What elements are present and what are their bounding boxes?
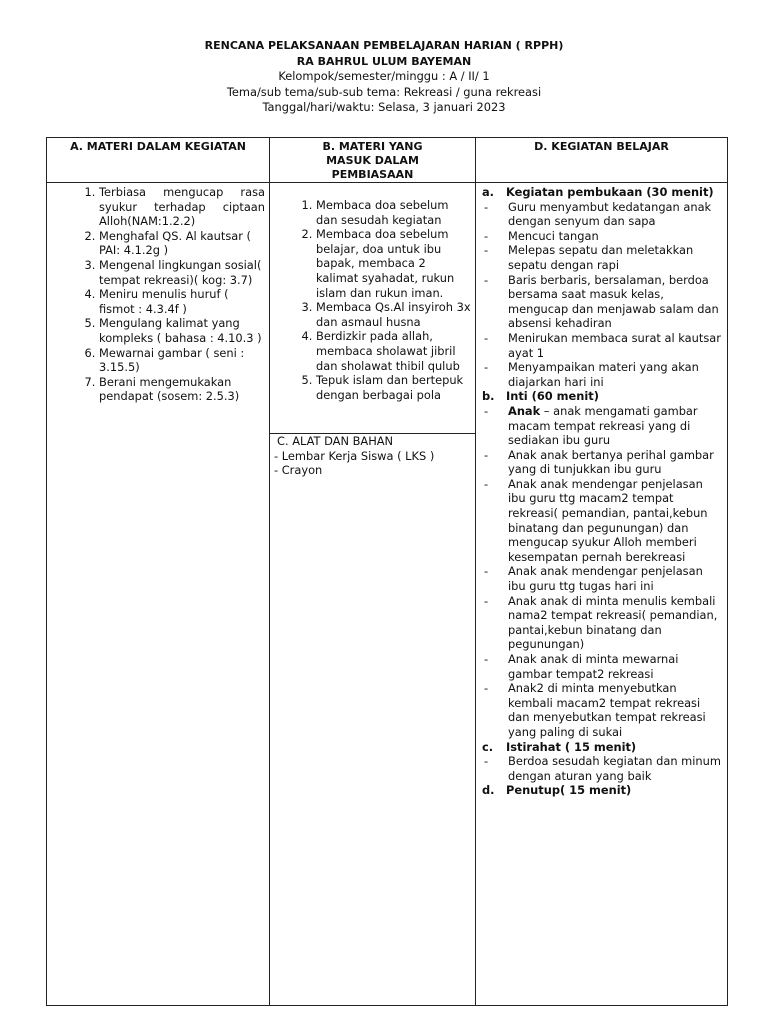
- list-item: - Menirukan membaca surat al kautsar ayat 1: [484, 330, 721, 360]
- column-header-a: A. MATERI DALAM KEGIATAN: [47, 138, 270, 183]
- rpph-table: [46, 137, 728, 1006]
- list-item: - Anak anak di minta mewarnai gambar tempat2 rekreasi: [484, 652, 679, 681]
- alat-bahan-section: [270, 433, 475, 478]
- list-item: - Berdoa sesudah kegiatan dan minum dengan aturan yang baik: [484, 754, 721, 783]
- list-item: - Menyampaikan materi yang akan diajarkan hari ini: [484, 360, 699, 389]
- list-item: 4. Meniru menulis huruf ( fismot : 4.3.4f ): [99, 287, 265, 316]
- kelompok-line: Kelompok/semester/minggu : A / II/ 1: [278, 69, 490, 83]
- section-istirahat: c. Istirahat ( 15 menit): [482, 739, 637, 754]
- list-item: 2. Membaca doa sebelum belajar, doa untuk ibu bapak, membaca 2 kalimat syahadat, rukun islam dan rukun iman.: [316, 227, 471, 300]
- column-header-d: D. KEGIATAN BELAJAR: [476, 138, 728, 183]
- list-item: - Anak anak di minta menulis kembali nama2 tempat rekreasi( pemandian, pantai,kebun binatang dan pegunungan): [484, 593, 718, 652]
- list-item: - Guru menyambut kedatangan anak dengan senyum dan sapa: [484, 199, 712, 229]
- list-item: - Mencuci tangan: [484, 228, 599, 243]
- section-penutup: d. Penutup( 15 menit): [482, 783, 632, 798]
- tema-line: Tema/sub tema/sub-sub tema: Rekreasi / guna rekreasi: [226, 84, 542, 99]
- list-item: 4. Berdizkir pada allah, membaca sholawat jibril dan sholawat thibil qulub: [316, 329, 471, 373]
- list-item: 3. Mengenal lingkungan sosial( tempat rekreasi)( kog: 3.7): [99, 258, 265, 287]
- list-item: - Anak anak mendengar penjelasan ibu guru ttg tugas hari ini: [484, 564, 703, 594]
- alat-item: - Crayon: [274, 463, 323, 478]
- list-item: - Anak – anak mengamati gambar macam tempat rekreasi yang di sediakan ibu guru: [484, 403, 698, 448]
- list-item: 3. Membaca Qs.Al insyiroh 3x dan asmaul husna: [316, 300, 471, 329]
- section-pembukaan: a. Kegiatan pembukaan (30 menit): [482, 185, 714, 199]
- list-item: 1. Terbiasa mengucap rasa syukur terhadap ciptaan Alloh(NAM:1.2.2): [99, 185, 265, 229]
- list-item: 1. Membaca doa sebelum dan sesudah kegiatan: [316, 198, 471, 227]
- list-item: 5. Mengulang kalimat yang kompleks ( bahasa : 4.10.3 ): [99, 316, 265, 345]
- list-item: 5. Tepuk islam dan bertepuk dengan berbagai pola: [316, 373, 471, 402]
- document-header: [0, 38, 768, 116]
- list-item: - Baris berbaris, bersalaman, berdoa bersama saat masuk kelas, mengucap dan menjawab salam dan absensi kehadiran: [484, 272, 719, 331]
- list-item: 2. Menghafal QS. Al kautsar ( PAI: 4.1.2g ): [99, 229, 265, 258]
- column-header-b: B. MATERI YANG MASUK DALAM PEMBIASAAN: [270, 138, 476, 183]
- materi-pembiasaan-list: [270, 198, 471, 402]
- alat-item: - Lembar Kerja Siswa ( LKS ): [274, 448, 435, 463]
- materi-kegiatan-list: [47, 185, 265, 404]
- list-item: 6. Mewarnai gambar ( seni : 3.15.5): [99, 346, 265, 375]
- doc-title: RENCANA PELAKSANAAN PEMBELAJARAN HARIAN ( RPPH): [204, 39, 564, 52]
- list-item: - Anak2 di minta menyebutkan kembali macam2 tempat rekreasi dan menyebutkan tempat rekreasi yang paling di sukai: [484, 681, 706, 739]
- materi-pembiasaan-cell: [270, 183, 476, 1006]
- list-item: 7. Berani mengemukakan pendapat (sosem: 2.5.3): [99, 375, 265, 404]
- school-name: RA BAHRUL ULUM BAYEMAN: [296, 54, 472, 68]
- materi-kegiatan-cell: [47, 183, 270, 1006]
- tanggal-line: Tanggal/hari/waktu: Selasa, 3 januari 2023: [262, 100, 506, 114]
- section-inti: b. Inti (60 menit): [482, 389, 599, 404]
- list-item: - Anak anak bertanya perihal gambar yang di tunjukkan ibu guru: [484, 447, 714, 477]
- alat-bahan-title: C. ALAT DAN BAHAN: [277, 434, 394, 448]
- list-item: - Anak anak mendengar penjelasan ibu guru ttg macam2 tempat rekreasi( pemandian, pantai,kebun binatang dan pegunungan) dan mengucap syukur Alloh memberi kesempatan pernah berekreasi: [484, 476, 708, 564]
- kegiatan-belajar-cell: [476, 183, 728, 1006]
- list-item: - Melepas sepatu dan meletakkan sepatu dengan rapi: [484, 243, 694, 272]
